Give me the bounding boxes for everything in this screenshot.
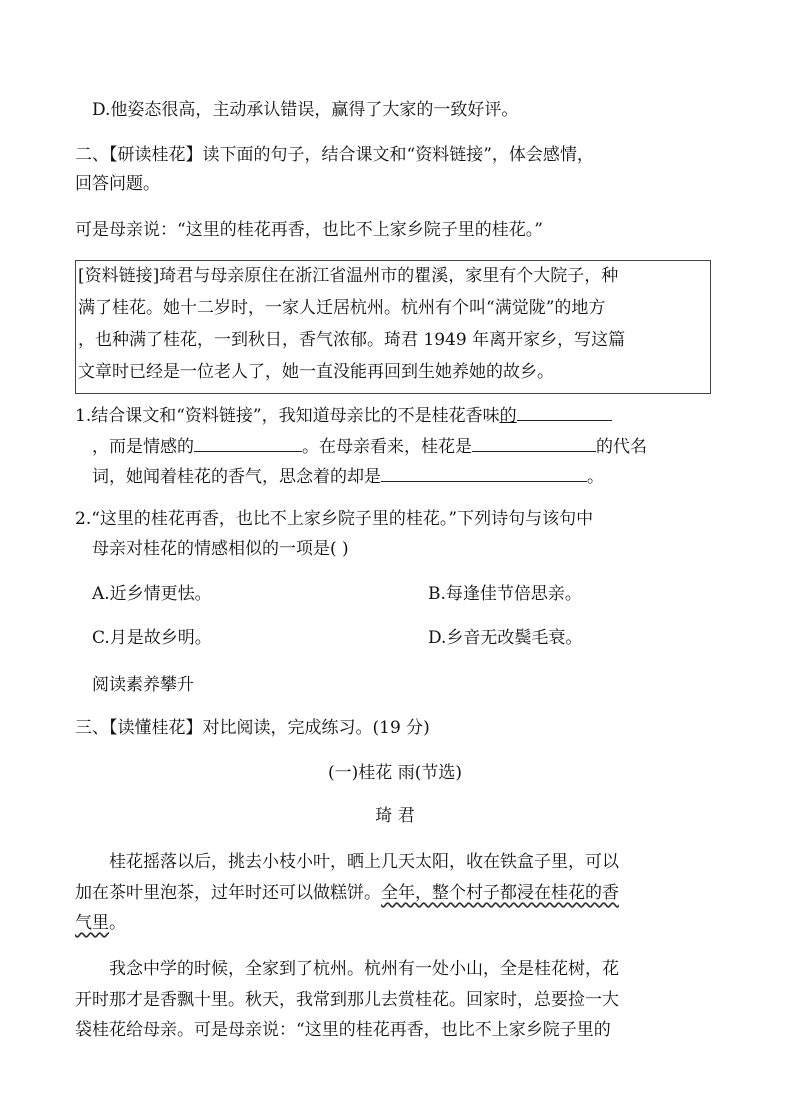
question-2-line-1: 2.“这里的桂花再香，也比不上家乡院子里的桂花。”下列诗句与该句中 <box>75 509 594 529</box>
answer-blank-2[interactable] <box>194 433 302 452</box>
para1-line2 <box>75 881 619 905</box>
question-2-line-2: 母亲对桂花的情感相似的一项是( ) <box>92 539 349 559</box>
answer-blank-4[interactable] <box>381 463 587 482</box>
para1-text: 加在茶叶里泡茶，过年时还可以做糕饼。 <box>75 883 381 903</box>
question-1-line-3 <box>92 463 604 489</box>
link-line-3: ，也种满了桂花，一到秋日，香气浓郁。琦君 1949 年离开家乡，写这篇 <box>78 330 626 350</box>
question-1-line-2 <box>92 433 647 459</box>
q1-text-4: 的代名 <box>596 437 647 457</box>
quote-sentence: 可是母亲说：“这里的桂花再香，也比不上家乡院子里的桂花。” <box>75 220 543 240</box>
option-d-text: D.他姿态很高，主动承认错误，赢得了大家的一致好评。 <box>92 100 519 120</box>
q1-text-5: 词，她闻着桂花的香气，思念着的却是 <box>92 467 381 487</box>
para2-line1: 我念中学的时候，全家到了杭州。杭州有一处小山，全是桂花树，花 <box>109 959 619 979</box>
answer-blank-1[interactable] <box>517 402 612 421</box>
q1-text-3: 。在母亲看来，桂花是 <box>302 437 472 457</box>
link-line-4: 文章时已经是一位老人了，她一直没能再回到生她养她的故乡。 <box>78 362 554 382</box>
option-c[interactable]: C.月是故乡明。 <box>92 628 212 648</box>
para2-line2: 开时那才是香飘十里。秋天，我常到那儿去赏桂花。回家时，总要捡一大 <box>75 990 619 1010</box>
para2-line3: 袋桂花给母亲。可是母亲说：“这里的桂花再香，也比不上家乡院子里的 <box>75 1020 611 1040</box>
link-line-1: [资料链接]琦君与母亲原住在浙江省温州市的瞿溪，家里有个大院子，种 <box>78 266 619 286</box>
section2-heading-cont: 回答问题。 <box>75 174 160 194</box>
option-b[interactable]: B.每逢佳节倍思亲。 <box>428 584 582 604</box>
q1-text-2: ，而是情感的 <box>92 437 194 457</box>
q1-underlined-de: 的 <box>499 406 517 426</box>
reading-section-heading: 阅读素养攀升 <box>92 675 194 695</box>
para1-wavy-end: 气里 <box>75 913 109 933</box>
para1-line3 <box>75 911 126 935</box>
section3-heading: 三、【读懂桂花】对比阅读，完成练习。(19 分) <box>75 718 430 738</box>
option-d[interactable]: D.乡音无改鬓毛衰。 <box>428 628 583 648</box>
para1-line1: 桂花摇落以后，挑去小枝小叶，晒上几天太阳，收在铁盒子里，可以 <box>109 852 619 872</box>
passage-author: 琦 君 <box>375 806 415 826</box>
section2-heading: 二、【研读桂花】读下面的句子，结合课文和“资料链接”，体会感情， <box>75 145 594 165</box>
q1-text-6: 。 <box>587 467 604 487</box>
option-a[interactable]: A.近乡情更怯。 <box>92 584 212 604</box>
question-1-line-1 <box>75 402 612 428</box>
passage-title: (一)桂花 雨(节选) <box>328 763 462 783</box>
link-line-2: 满了桂花。她十二岁时，一家人迁居杭州。杭州有个叫“满觉陇”的地方 <box>78 298 606 318</box>
resource-link-box <box>75 260 711 394</box>
para1-wavy-sentence: 全年，整个村子都浸在桂花的香 <box>381 883 619 903</box>
answer-blank-3[interactable] <box>472 433 596 452</box>
para1-period: 。 <box>109 913 126 933</box>
q1-text: 1.结合课文和“资料链接”，我知道母亲比的不是桂花香味 <box>75 406 500 426</box>
